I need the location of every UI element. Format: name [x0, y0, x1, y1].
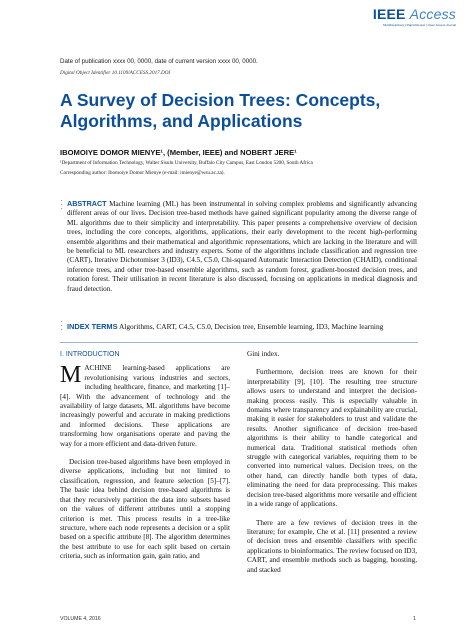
publication-dates: Date of publication xxxx 00, 0000, date of current version xxxx 00, 0000. [60, 58, 258, 65]
logo-tagline: Multidisciplinary | Rapid Review | Open Access Journal [383, 23, 456, 27]
intro-paragraph-1-text: ACHINE learning-based applications are revolutionising various industries and sectors, including healthcare, finance, and marketing [1]–[4]. With the advancement of technology and the availability of large datasets, ML algorithms have become increasingly powerful and accurate in making predictions and informed decisions. These applications are transforming how organisations operate and paving the way for a more efficient and data-driven future. [60, 364, 230, 448]
right-paragraph-2: There are a few reviews of decision trees in the literature; for example, Che et al. [11] presented a review of decision trees and ensemble classifiers with specific applications to bioinformatics. The review focused on ID3, CART, and ensemble methods such as bagging, boosting, and stacked [247, 518, 417, 574]
intro-paragraph-2: Decision tree-based algorithms have been employed in diverse applications, including but not limited to classification, regression, and feature selection [5]–[7]. The basic idea behind decision tree-based algorithms is that they recursively partition the data into subsets based on the values of different attributes until a stopping criterion is met. This process results in a tree-like structure, where each node represents a decision or a split based on a specific attribute [8]. The algorithm determines the best attribute to use for each split based on certain criteria, such as information gain, gain ratio, and [60, 458, 230, 561]
abstract-marker-dots: • • • [61, 198, 63, 211]
index-terms [67, 322, 427, 331]
footer-volume: VOLUME 4, 2016 [60, 616, 101, 622]
corresponding-author: Corresponding author: Ibomoiye Domor Mienye (e-mail: imienye@wsu.ac.za). [60, 170, 225, 176]
right-paragraph-0: Gini index. [247, 350, 280, 358]
index-terms-label: INDEX TERMS [67, 322, 118, 331]
abstract-label: ABSTRACT [67, 199, 107, 208]
footer-page-number: 1 [413, 616, 416, 622]
abstract [67, 199, 417, 294]
index-terms-text: Algorithms, CART, C4.5, C5.0, Decision tree, Ensemble learning, ID3, Machine learning [118, 322, 384, 331]
right-paragraph-1: Furthermore, decision trees are known for their interpretability [9], [10]. The resulting tree structure allows users to understand and interpret the decision-making process easily. This is especially valuable in domains where transparency and explainability are crucial, making it easier for stakeholders to trust and validate the results. Another significance of decision tree-based algorithms is their ability to handle categorical and numerical data. Traditional statistical methods often struggle with categorical variables, requiring them to be converted into numerical values. Decision trees, on the other hand, can directly handle both types of data, eliminating the need for data preprocessing. This makes decision tree-based algorithms more versatile and efficient in a wide range of applications. [247, 368, 417, 509]
doi-line: Digital Object Identifier 10.1109/ACCESS.2017.DOI [60, 70, 171, 76]
keywords-marker-dots: • • • [61, 319, 63, 332]
right-column [247, 350, 417, 575]
section-divider [60, 342, 418, 343]
section-heading: I. INTRODUCTION [60, 351, 120, 358]
logo-ieee: IEEE [372, 6, 406, 22]
left-column [60, 350, 230, 562]
ieee-access-logo [373, 6, 456, 27]
intro-paragraph-1 [60, 364, 230, 449]
abstract-text: Machine learning (ML) has been instrumental in solving complex problems and significantly advancing different areas of our lives. Decision tree-based methods have gained significant popularity among the diverse range of ML algorithms due to their simplicity and interpretability. This paper presents a comprehensive overview of decision trees, including the core concepts, algorithms, applications, their early development to the recent high-performing ensemble algorithms and their mathematical and algorithmic representations, which are lacking in the literature and will be beneficial to ML researchers and industry experts. Some of the algorithms include classification and regression tree (CART), Iterative Dichotomiser 3 (ID3), C4.5, C5.0, Chi-squared Automatic Interaction Detection (CHAID), conditional inference trees, and other tree-based ensemble algorithms, such as random forest, gradient-boosted decision trees, and rotation forest. Their utilisation in recent literature is also discussed, focusing on applications in medical diagnosis and fraud detection. [67, 200, 417, 293]
drop-cap: M [60, 362, 82, 389]
logo-access: Access [409, 6, 456, 22]
paper-title: A Survey of Decision Trees: Concepts, Algorithms, and Applications [60, 90, 381, 131]
author-affiliation: ¹Department of Information Technology, Walter Sisulu University, Buffalo City Campus, East London 5200, South Africa [60, 160, 313, 166]
author-list: IBOMOIYE DOMOR MIENYE¹, (Member, IEEE) and NOBERT JERE¹ [60, 148, 297, 157]
